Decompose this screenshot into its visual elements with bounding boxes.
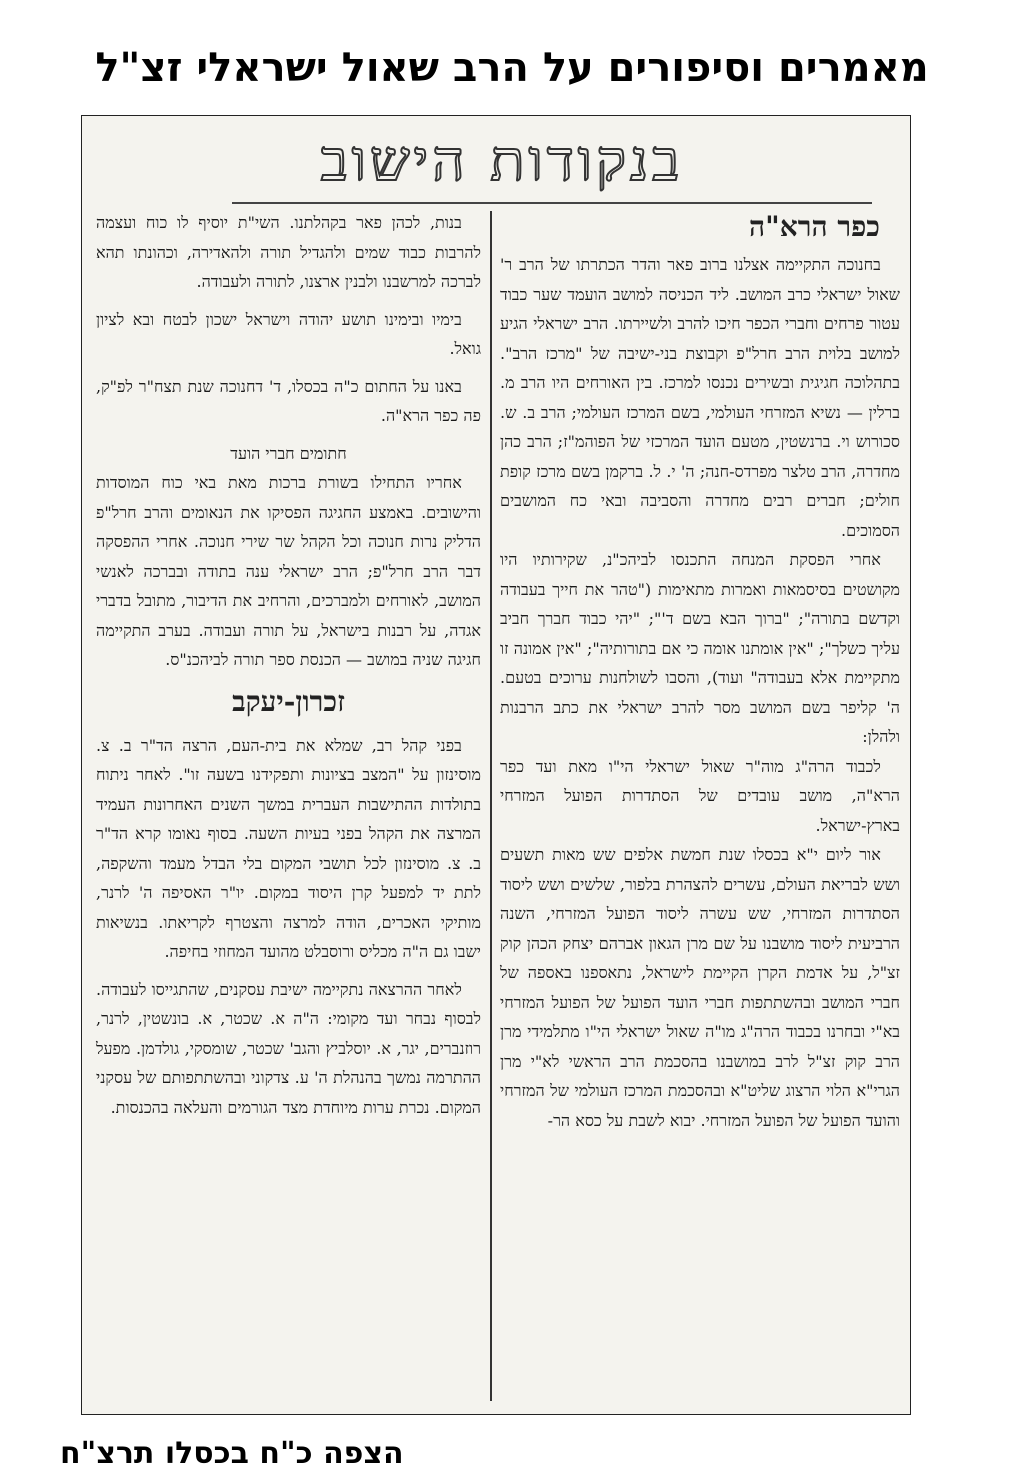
article-paragraph: אחרי הפסקת המנחה התכנסו לביהכ"נ, שקירותיו היו מקושטים בסיסמאות ואמרות מתאימות ("טהר את חייך בעבודה וקדשם בתורה"; "ברוך הבא בשם ד'"; "יהי כבוד חברך חביב עליך כשלך"; "אין אומתנו אומה כי אם בתורותיה"; "אין אמונה זו מתקיימת אלא בעבודה" ועוד), והסבו לשולחנות ערוכים בטעם. ה' קליפר בשם המושב מסר להרב ישראלי את כתב הרבנות ולהלן: bbox=[500, 550, 900, 746]
article-paragraph: אור ליום י"א בכסלו שנת חמשת אלפים שש מאות תשעים ושש לבריאת העולם, עשרים להצהרת בלפור, שלשים ושש ליסוד הסתדרות המזרחי, שש עשרה ליסוד הפועל המזרחי, השנה הרביעית ליסוד מושבנו על שם מרן הגאון אברהם יצחק הכהן קוק זצ"ל, על אדמת הקרן הקיימת לישראל, נתאספנו באספה של חברי המושב ובהשתתפות חברי הועד הפועל של הפועל המזרחי בא"י ובחרנו בכבוד הרה"ג מו"ה שאול ישראלי הי"ו מתלמידי מרן הרב קוק זצ"ל לרב במושבנו בהסכמת הרב הראשי לא"י מרן הגרי"א הלוי הרצוג שליט"א ובהסכמת המרכז העולמי של המזרחי והועד הפועל של הפועל המזרחי. יבוא לשבת על כסא הר- bbox=[500, 845, 900, 1130]
left-column bbox=[96, 208, 481, 1122]
newspaper-clipping bbox=[81, 115, 911, 1415]
section-heading-kfar-haroeh: כפר הרא"ה bbox=[749, 210, 880, 243]
article-paragraph: אחריו התחילו בשורת ברכות מאת באי כוח המוסדות והישובים. באמצע החגיגה הפסיקו את הנאומים והרב חרל"פ הדליק נרות חנוכה וכל הקהל שר שירי חנוכה. אחרי ההפסקה דבר הרב חרל"פ; הרב ישראלי ענה בתודה ובברכה לאנשי המושב, לאורחים ולמברכים, והרחיב את הדיבור, מתובל בדברי אגדה, על רבנות בישראל, על תורה ועבודה. בערב התקיימה חגיגה שניה במושב — הכנסת ספר תורה לביהכנ"ס. bbox=[96, 473, 481, 669]
article-paragraph: בנות, לכהן פאר בקהלתנו. השי"ת יוסיף לו כוח ועצמה להרבות כבוד שמים ולהגדיל תורה ולהאדירה, וכהונתו תהא לברכה למרשבנו ולבנין ארצנו, לתורה ולעבודה. bbox=[96, 213, 481, 291]
section-heading-zichron-yaakov: זכרון-יעקב bbox=[232, 684, 345, 718]
masthead-rule bbox=[232, 202, 872, 204]
page-title: מאמרים וסיפורים על הרב שאול ישראלי זצ"ל bbox=[95, 45, 929, 91]
article-paragraph: בימיו ובימינו תושע יהודה וישראל ישכון לבטח ובא לציון גואל. bbox=[96, 309, 481, 358]
signatories-line: חתומים חברי הועד bbox=[230, 443, 347, 463]
article-paragraph: באנו על החתום כ"ה בכסלו, ד' דחנוכה שנת תצח"ר לפ"ק, פה כפר הרא"ה. bbox=[96, 376, 481, 425]
source-caption: הצפה כ"ח בכסלו תרצ"ח bbox=[60, 1436, 404, 1471]
column-divider bbox=[490, 211, 492, 1401]
masthead: בנקודות הישוב bbox=[320, 129, 684, 194]
article-paragraph: בפני קהל רב, שמלא את בית-העם, הרצה הד"ר ב. צ. מוסינזון על "המצב בציונות ותפקידנו בשעה זו". לאחר ניתוח בתולדות ההתישבות העברית במשך השנים האחרונות העמיד המרצה את הקהל בפני בעיות השעה. בסוף נאומו קרא הד"ר ב. צ. מוסינזון לכל תושבי המקום בלי הבדל מעמד והשקפה, לתת יד למפעל קרן היסוד במקום. יו"ר האסיפה ה' לרנר, מותיקי האכרים, הודה למרצה והצטרף לקריאתו. בנשיאות ישבו גם ה"ה מכליס ורוסבלט מהועד המחוזי בחיפה. bbox=[96, 735, 481, 961]
article-paragraph: בחנוכה התקיימה אצלנו ברוב פאר והדר הכתרתו של הרב ר' שאול ישראלי כרב המושב. ליד הכניסה למושב הועמד שער כבוד עטור פרחים וחברי הכפר חיכו להרב ולשיירתו. הרב ישראלי הגיע למושב בלוית הרב חרל"פ וקבוצת בני-ישיבה של "מרכז הרב". בתהלוכה חגיגית ובשירים נכנסו למרכז. בין האורחים היו הרב מ. ברלין — נשיא המזרחי העולמי, בשם המרכז העולמי; הרב ב. ש. סכורוש וי. ברנשטין, מטעם הועד המרכזי של הפוהמ"ז; הרב כהן מחדרה, הרב טלצר מפרדס-חנה; ה' י. ל. ברקמן בשם מרכז קופת חולים; חברים רבים מחדרה והסביבה ובאי כח המושבים הסמוכים. bbox=[500, 255, 900, 540]
right-column bbox=[500, 208, 900, 1135]
article-paragraph: לאחר ההרצאה נתקיימה ישיבת עסקנים, שהתגייסו לעבודה. לבסוף נבחר ועד מקומי: ה"ה א. שכטר, א. בונשטין, לרנר, רוזנברים, יגר, א. יוסלביץ והגב' שכטר, שומסקי, גולדמן. מפעל ההתרמה נמשך בהנהלת ה' ע. צדקוני ובהשתתפותם של עסקני המקום. נכרת ערות מיוחדת מצד הגורמים והעלאה בהכנסות. bbox=[96, 979, 481, 1117]
article-paragraph: לכבוד הרה"ג מוה"ר שאול ישראלי הי"ו מאת ועד כפר הרא"ה, מושב עובדים של הסתדרות הפועל המזרחי בארץ-ישראל. bbox=[500, 756, 900, 835]
